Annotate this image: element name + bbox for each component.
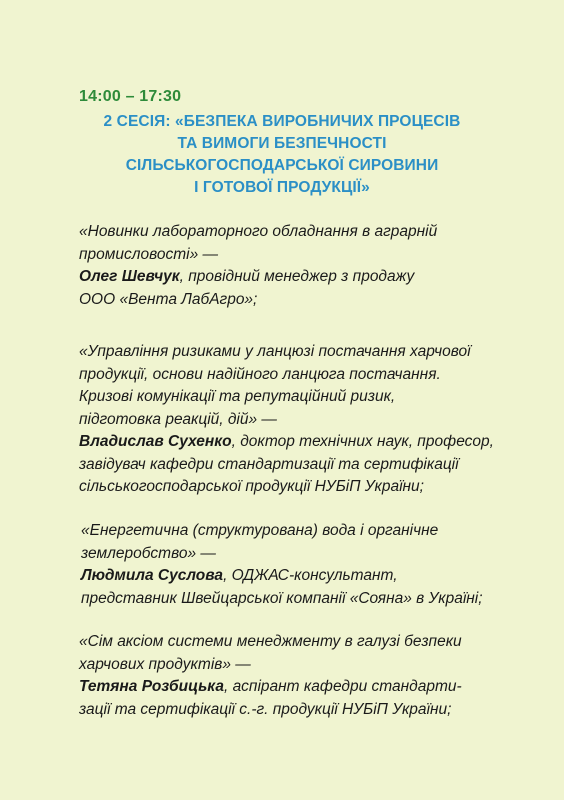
session-time: 14:00 – 17:30	[79, 88, 182, 105]
talk-topic-line: продукції, основи надійного ланцюга постачання.	[79, 365, 441, 383]
speaker-role: , аспірант кафедри стандарти-	[223, 678, 462, 695]
speaker-role: , доктор технічних наук, професор,	[231, 433, 494, 450]
talk-topic-line: «Новинки лабораторного обладнання в аграрній	[79, 223, 438, 240]
speaker-name: Тетяна Розбицька	[79, 678, 224, 695]
talk-topic-line: «Управління ризиками у ланцюзі постачання харчової	[79, 343, 471, 360]
talk-item	[79, 221, 539, 311]
speaker-role-line: ООО «Вента ЛабАгро»;	[79, 290, 258, 308]
talk-topic-line: землеробство» —	[81, 544, 216, 562]
speaker-role-line: зації та сертифікації с.-г. продукції НУБіП України;	[79, 700, 452, 718]
speaker-role: , ОДЖАС-консультант,	[223, 567, 398, 584]
talk-item	[79, 631, 539, 721]
speaker-role-line: завідувач кафедри стандартизації та сертифікації	[79, 455, 459, 473]
talk-topic-line: промисловості» —	[79, 245, 219, 263]
speaker-role: , провідний менеджер з продажу	[179, 268, 415, 285]
session-title-line: ТА ВИМОГИ БЕЗПЕЧНОСТІ	[177, 135, 387, 152]
session-title-line: 2 СЕСІЯ: «БЕЗПЕКА ВИРОБНИЧИХ ПРОЦЕСІВ	[103, 113, 461, 130]
talk-topic-line: «Сім аксіом системи менеджменту в галузі безпеки	[79, 633, 462, 650]
talk-speaker-line	[79, 431, 539, 454]
talk-speaker-line	[79, 676, 539, 699]
talk-speaker-line	[81, 565, 541, 588]
speaker-name: Владислав Сухенко	[79, 433, 232, 450]
talk-topic-line: Кризові комунікації та репутаційний ризик,	[79, 388, 396, 405]
session-title	[0, 111, 564, 199]
talk-topic-line: харчових продуктів» —	[79, 655, 251, 673]
talk-topic-line: «Енергетична (структурована) вода і органічне	[81, 522, 439, 539]
session-title-line: І ГОТОВОЇ ПРОДУКЦІЇ»	[194, 179, 370, 196]
talk-item	[81, 520, 541, 610]
talk-speaker-line	[79, 266, 539, 289]
speaker-name: Олег Шевчук	[79, 268, 180, 285]
session-title-line: СІЛЬСЬКОГОСПОДАРСЬКОЇ СИРОВИНИ	[125, 157, 439, 174]
speaker-role-line: представник Швейцарської компанії «Сояна» в Україні;	[81, 589, 483, 607]
speaker-name: Людмила Суслова	[81, 567, 224, 584]
talk-topic-line: підготовка реакцій, дій» —	[79, 410, 277, 428]
talk-item	[79, 341, 539, 499]
speaker-role-line: сільськогосподарської продукції НУБіП України;	[79, 478, 424, 495]
